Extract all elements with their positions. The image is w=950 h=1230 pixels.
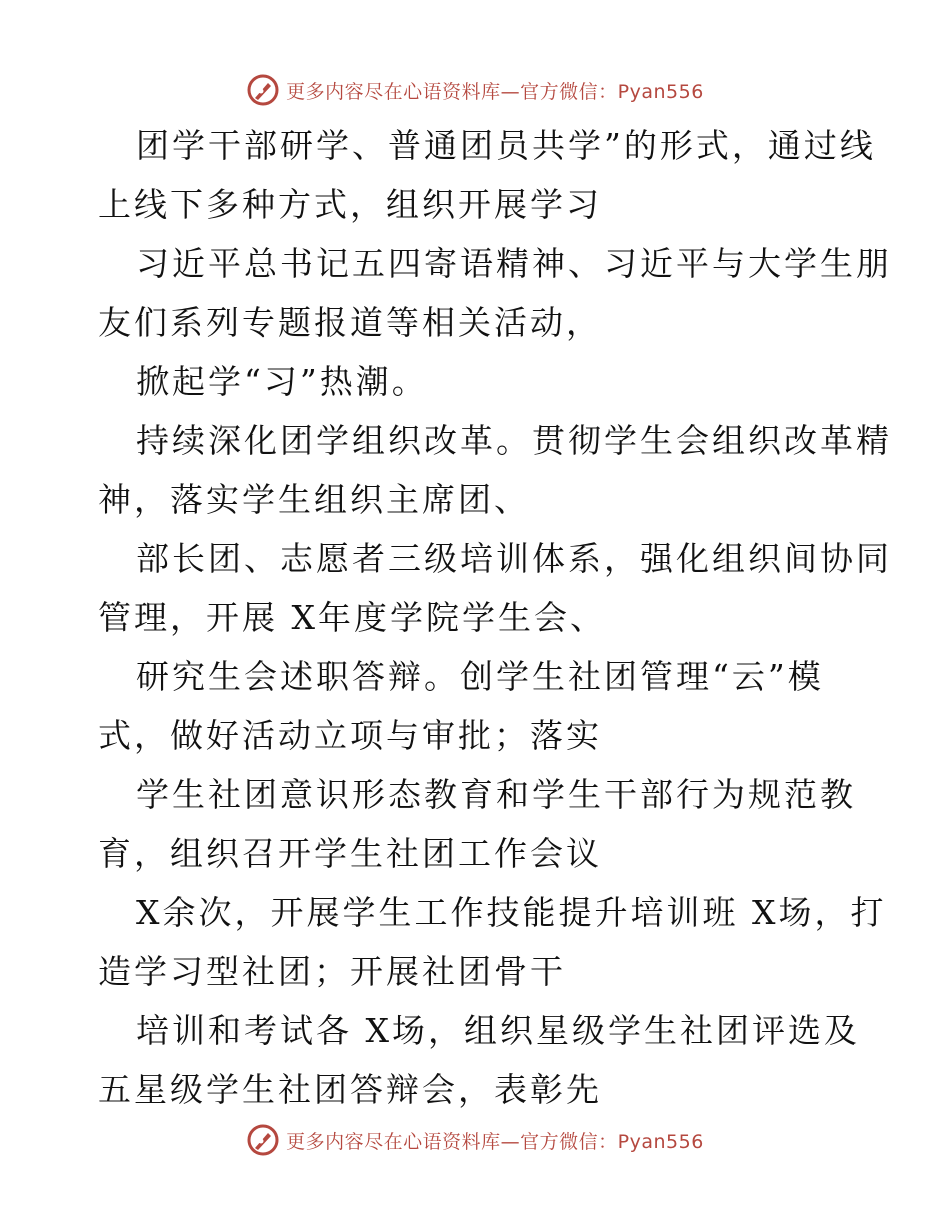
paragraph-line: 式，做好活动立项与审批；落实 [98, 716, 602, 755]
footer-watermark-banner [0, 1120, 950, 1160]
paragraph [0, 1001, 950, 1119]
paragraph-line: 五星级学生社团答辩会，表彰先 [98, 1070, 602, 1109]
paragraph-line: 部长团、志愿者三级培训体系，强化组织间协同 [136, 539, 892, 578]
paragraph-line: 培训和考试各 X场，组织星级学生社团评选及 [136, 1011, 860, 1050]
paragraph [0, 883, 950, 1001]
paragraph-line: 上线下多种方式，组织开展学习 [98, 185, 602, 224]
paragraph-line: 习近平总书记五四寄语精神、习近平与大学生朋 [136, 244, 892, 283]
paragraph-line: 掀起学“习”热潮。 [136, 362, 428, 401]
paragraph-line: 育，组织召开学生社团工作会议 [98, 834, 602, 873]
paragraph-line: 造学习型社团；开展社团骨干 [98, 952, 566, 991]
paragraph [0, 234, 950, 352]
paragraph-line: 友们系列专题报道等相关活动， [98, 303, 602, 342]
paragraph [0, 647, 950, 765]
paragraph [0, 765, 950, 883]
paragraph-line: 团学干部研学、普通团员共学”的形式，通过线 [136, 126, 876, 165]
paragraph-line: 神，落实学生组织主席团、 [98, 480, 530, 519]
document-body [0, 116, 950, 1119]
paragraph-line: 学生社团意识形态教育和学生干部行为规范教 [136, 775, 856, 814]
paragraph [0, 411, 950, 529]
header-watermark-banner [0, 70, 950, 110]
pen-logo-icon [246, 1123, 280, 1157]
paragraph-line: 持续深化团学组织改革。贯彻学生会组织改革精 [136, 421, 892, 460]
pen-logo-icon [246, 73, 280, 107]
footer-watermark-text: 更多内容尽在心语资料库—官方微信：Pyan556 [286, 1130, 704, 1153]
paragraph-line: X余次，开展学生工作技能提升培训班 X场，打 [136, 893, 887, 932]
paragraph [0, 352, 950, 411]
paragraph [0, 116, 950, 234]
header-watermark-text: 更多内容尽在心语资料库—官方微信：Pyan556 [286, 80, 704, 103]
paragraph-line: 研究生会述职答辩。创学生社团管理“云”模 [136, 657, 824, 696]
paragraph-line: 管理，开展 X年度学院学生会、 [98, 598, 606, 637]
paragraph [0, 529, 950, 647]
